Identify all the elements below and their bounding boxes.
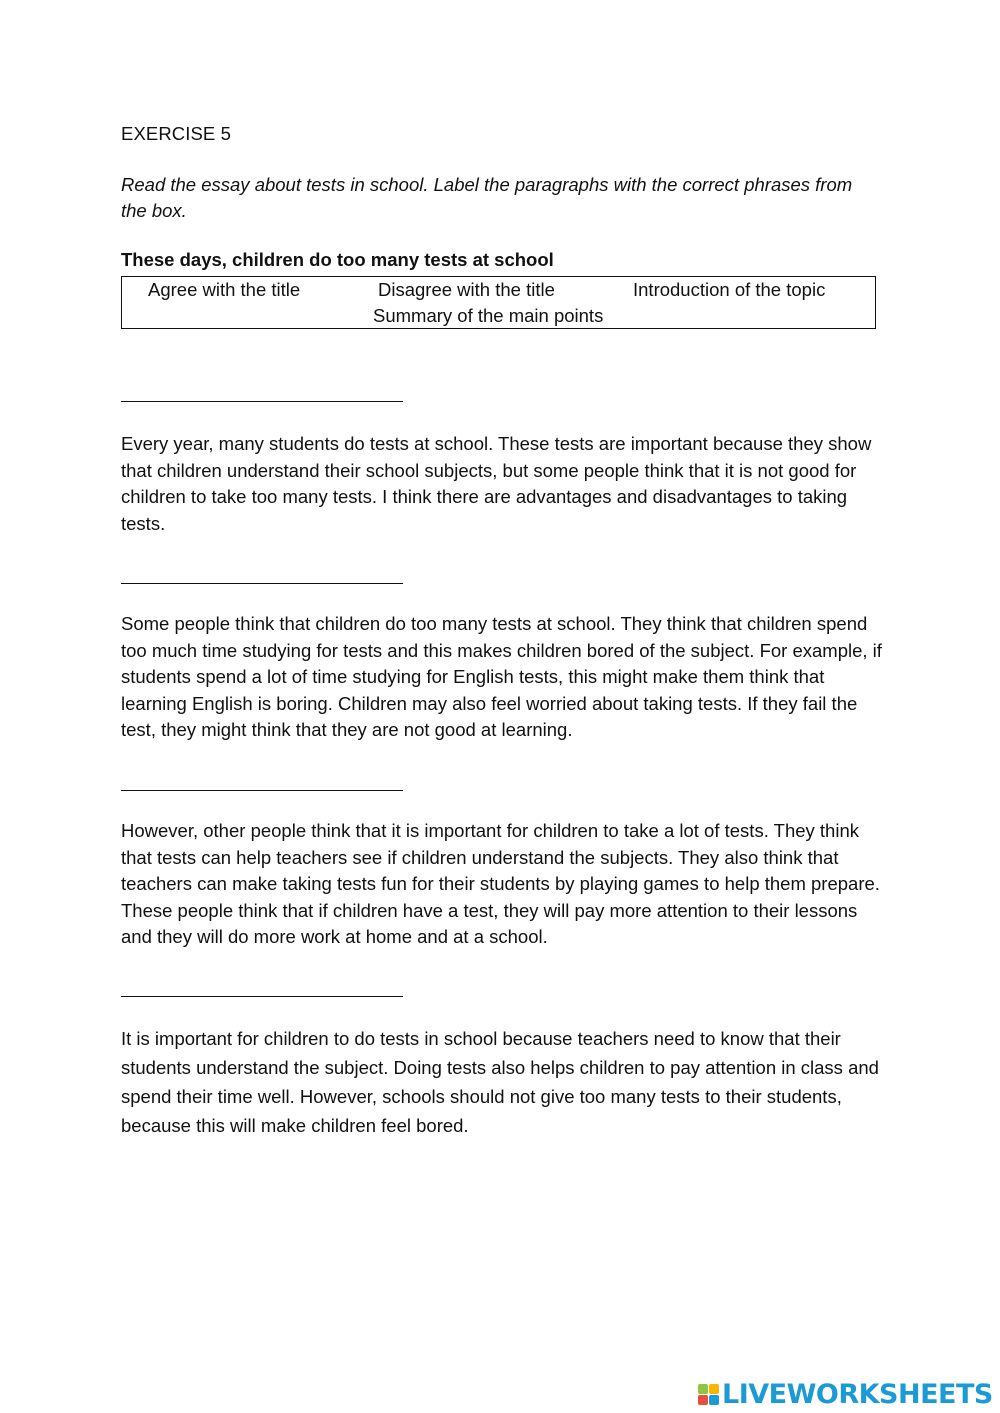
instructions: Read the essay about tests in school. Label the paragraphs with the correct phrases from the box. [121, 174, 853, 221]
answer-blank-4[interactable] [121, 996, 403, 997]
paragraph-3: However, other people think that it is important for children to take a lot of tests. They think that tests can help teachers see if children understand the subjects. They also think that teachers can make taking tests fun for their students by playing games to help them prepare. These people think that if children have a test, they will pay more attention to their lessons and they will do more work at home and at a school. [121, 820, 880, 948]
phrase-summary: Summary of the main points [373, 305, 604, 326]
logo-mark-icon [698, 1384, 719, 1405]
logo-square [709, 1384, 719, 1394]
phrase-box [121, 276, 876, 329]
paragraph-2: Some people think that children do too many tests at school. They think that children spend too much time studying for tests and this makes children bored of the subject. For example, if students spend a lot of time studying for English tests, this might make them think that learning English is boring. Children may also feel worried about taking tests. If they fail the test, they might think that they are not good at learning. [121, 613, 882, 741]
liveworksheets-logo [698, 1378, 993, 1410]
logo-square [698, 1384, 708, 1394]
logo-text: LIVEWORKSHEETS [722, 1378, 993, 1410]
essay-title: These days, children do too many tests at school [121, 249, 554, 270]
exercise-title: EXERCISE 5 [121, 123, 231, 144]
paragraph-4: It is important for children to do tests in school because teachers need to know that their students understand the subject. Doing tests also helps children to pay attention in class and spend their time well. However, schools should not give too many tests to their students, because this will make children feel bored. [121, 1028, 879, 1136]
phrase-introduction: Introduction of the topic [633, 279, 826, 300]
logo-square [709, 1395, 719, 1405]
phrase-agree: Agree with the title [148, 279, 301, 300]
answer-blank-2[interactable] [121, 583, 403, 584]
answer-blank-3[interactable] [121, 790, 403, 791]
phrase-disagree: Disagree with the title [378, 279, 555, 300]
answer-blank-1[interactable] [121, 401, 403, 402]
logo-square [698, 1395, 708, 1405]
paragraph-1: Every year, many students do tests at school. These tests are important because they show that children understand their school subjects, but some people think that it is not good for children to take too many tests. I think there are advantages and disadvantages to taking tests. [121, 433, 872, 534]
